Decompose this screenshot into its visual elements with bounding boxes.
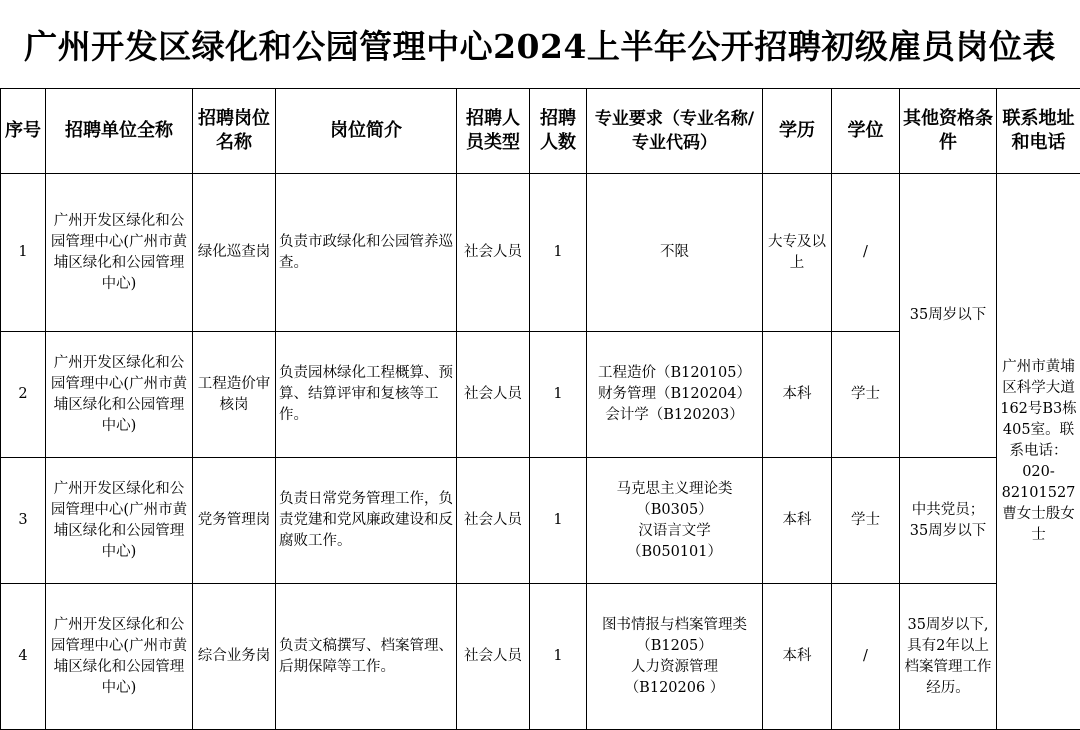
row-unit: 广州开发区绿化和公园管理中心(广州市黄埔区绿化和公园管理中心) bbox=[46, 332, 193, 458]
row-staff-type: 社会人员 bbox=[457, 174, 530, 332]
row-unit: 广州开发区绿化和公园管理中心(广州市黄埔区绿化和公园管理中心) bbox=[46, 458, 193, 584]
major-line: 汉语言文学 bbox=[638, 522, 711, 539]
major-line: （B050101） bbox=[626, 543, 722, 560]
contact-info: 广州市黄埔区科学大道162号B3栋405室。联系电话：020-82101527曹女士殷女士 bbox=[997, 174, 1080, 730]
row-unit: 广州开发区绿化和公园管理中心(广州市黄埔区绿化和公园管理中心) bbox=[46, 174, 193, 332]
header-education: 学历 bbox=[763, 89, 832, 174]
header-contact: 联系地址和电话 bbox=[997, 89, 1080, 174]
header-row bbox=[1, 89, 1080, 174]
row-seq: 3 bbox=[1, 458, 46, 584]
major-line: 图书情报与档案管理类 bbox=[602, 616, 747, 633]
row-post-intro: 负责园林绿化工程概算、预算、结算评审和复核等工作。 bbox=[276, 332, 457, 458]
row-other: 中共党员；35周岁以下 bbox=[900, 458, 997, 584]
row-post-intro: 负责日常党务管理工作，负责党建和党风廉政建设和反腐败工作。 bbox=[276, 458, 457, 584]
row-post-name: 综合业务岗 bbox=[193, 584, 276, 730]
header-unit: 招聘单位全称 bbox=[46, 89, 193, 174]
row-post-intro: 负责文稿撰写、档案管理、后期保障等工作。 bbox=[276, 584, 457, 730]
major-line: （B1205） bbox=[636, 637, 713, 654]
table-row bbox=[1, 174, 1080, 332]
row-staff-type: 社会人员 bbox=[457, 458, 530, 584]
header-post-name: 招聘岗位名称 bbox=[193, 89, 276, 174]
row-count: 1 bbox=[530, 174, 587, 332]
row-count: 1 bbox=[530, 458, 587, 584]
row-education: 本科 bbox=[763, 584, 832, 730]
row-degree: 学士 bbox=[832, 458, 900, 584]
major-line: 人力资源管理 bbox=[631, 658, 718, 675]
header-other: 其他资格条件 bbox=[900, 89, 997, 174]
row-post-name: 工程造价审核岗 bbox=[193, 332, 276, 458]
row-seq: 2 bbox=[1, 332, 46, 458]
row-staff-type: 社会人员 bbox=[457, 584, 530, 730]
row-count: 1 bbox=[530, 332, 587, 458]
row-other: 35周岁以下,具有2年以上档案管理工作经历。 bbox=[900, 584, 997, 730]
row-education: 大专及以上 bbox=[763, 174, 832, 332]
header-post-intro: 岗位简介 bbox=[276, 89, 457, 174]
header-staff-type: 招聘人员类型 bbox=[457, 89, 530, 174]
row-education: 本科 bbox=[763, 332, 832, 458]
row-seq: 1 bbox=[1, 174, 46, 332]
row-major bbox=[587, 332, 763, 458]
row-major bbox=[587, 584, 763, 730]
row-degree: / bbox=[832, 174, 900, 332]
row-post-name: 绿化巡查岗 bbox=[193, 174, 276, 332]
major-line: 会计学（B120203） bbox=[605, 407, 744, 423]
major-line: 财务管理（B120204） bbox=[597, 386, 751, 402]
header-major: 专业要求（专业名称/专业代码） bbox=[587, 89, 763, 174]
other-conditions-merged: 35周岁以下 bbox=[900, 174, 997, 458]
row-staff-type: 社会人员 bbox=[457, 332, 530, 458]
table-row bbox=[1, 584, 1080, 730]
row-education: 本科 bbox=[763, 458, 832, 584]
row-major bbox=[587, 458, 763, 584]
header-count: 招聘人数 bbox=[530, 89, 587, 174]
table-row bbox=[1, 458, 1080, 584]
row-seq: 4 bbox=[1, 584, 46, 730]
row-degree: 学士 bbox=[832, 332, 900, 458]
row-count: 1 bbox=[530, 584, 587, 730]
row-post-name: 党务管理岗 bbox=[193, 458, 276, 584]
row-major: 不限 bbox=[587, 174, 763, 332]
major-line: 马克思主义理论类 bbox=[616, 480, 733, 497]
row-unit: 广州开发区绿化和公园管理中心(广州市黄埔区绿化和公园管理中心) bbox=[46, 584, 193, 730]
major-line: 工程造价（B120105） bbox=[597, 365, 751, 381]
page-title: 广州开发区绿化和公园管理中心2024上半年公开招聘初级雇员岗位表 bbox=[24, 26, 1056, 66]
positions-table bbox=[0, 88, 1080, 730]
row-degree: / bbox=[832, 584, 900, 730]
row-post-intro: 负责市政绿化和公园管养巡查。 bbox=[276, 174, 457, 332]
header-seq: 序号 bbox=[1, 89, 46, 174]
header-degree: 学位 bbox=[832, 89, 900, 174]
major-line: （B0305） bbox=[636, 501, 713, 518]
major-line: （B120206 ） bbox=[624, 679, 725, 696]
